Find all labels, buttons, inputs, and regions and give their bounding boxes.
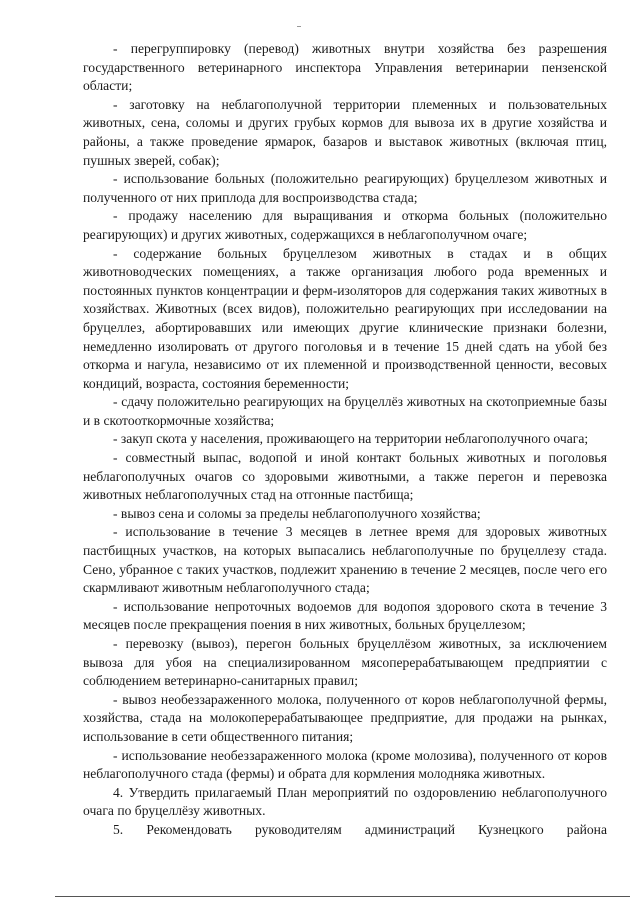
numbered-clause: 4. Утвердить прилагаемый План мероприятий по оздоровлению неблагополучного очага по бруцеллёзу животных.: [83, 784, 607, 819]
document-body: [83, 40, 607, 840]
page-bottom-rule: [55, 896, 630, 897]
list-item: - перегруппировку (перевод) животных внутри хозяйства без разрешения государственного ветеринарного инспектора Управления ветеринарии пензенской области;: [83, 41, 607, 94]
list-item: - вывоз необеззараженного молока, полученного от коров неблагополучной фермы, хозяйства, стада на молокоперерабатывающее предприятие, для продажи на рынках, использование в сети общественного питания;: [83, 691, 607, 744]
list-item: - использование больных (положительно реагирующих) бруцеллезом животных и полученного от них приплода для воспроизводства стада;: [83, 171, 607, 205]
list-item: - перевозку (вывоз), перегон больных бруцеллёзом животных, за исключением вывоза для убоя на специализированном мясоперерабатывающем предприятии с соблюдением ветеринарно-санитарных правил;: [83, 636, 607, 689]
numbered-clause: 5. Рекомендовать руководителям администраций Кузнецкого района: [113, 821, 607, 837]
list-item: - содержание больных бруцеллезом животных в стадах и в общих животноводческих помещениях, а также организация любого рода временных и постоянных пунктов концентрации и ферм-изоляторов для содержания таких животных в хозяйствах. Животных (всех видов), положительно реагирующих при исследовании на бруцеллез, абортировавших или имеющих другие клинические признаки болезни, немедленно изолировать от другого поголовья и в течение 15 дней сдать на убой без откорма и нагула, независимо от их племенной и производственной ценности, весовых кондиций, возраста, состояния беременности;: [83, 245, 607, 391]
list-item: - использование непроточных водоемов для водопоя здорового скота в течение 3 месяцев после прекращения поения в них животных, больных бруцеллезом;: [83, 598, 607, 633]
list-item: - использование необеззараженного молока (кроме молозива), полученного от коров неблагополучного стада (фермы) и обрата для кормления молодняка животных.: [83, 747, 607, 782]
list-item: - закуп скота у населения, проживающего на территории неблагополучного очага;: [113, 431, 589, 447]
list-item: - сдачу положительно реагирующих на бруцеллёз животных на скотоприемные базы и в скотооткормочные хозяйства;: [83, 394, 607, 428]
list-item: - продажу населению для выращивания и откорма больных (положительно реагирующих) и других животных, содержащихся в неблагополучном очаге;: [83, 208, 607, 242]
list-item: - совместный выпас, водопой и иной контакт больных животных и поголовья неблагополучных очагов со здоровыми животными, а также перегон и перевозка животных неблагополучных стад на отгонные пастбища;: [83, 450, 607, 503]
list-item: - заготовку на неблагополучной территории племенных и пользовательных животных, сена, соломы и других грубых кормов для вывоза их в другие хозяйства и районы, а также проведение ярмарок, базаров и выставок животных (включая птиц, пушных зверей, собак);: [83, 96, 607, 168]
list-item: - использование в течение 3 месяцев в летнее время для здоровых животных пастбищных участков, на которых выпасались неблагополучные по бруцеллезу стада. Сено, убранное с таких участков, подлежит хранению в течение 2 месяцев, после чего его скармливают животным неблагополучного стада;: [83, 524, 607, 596]
scan-artifact: [297, 26, 301, 27]
list-item: - вывоз сена и соломы за пределы неблагополучного хозяйства;: [113, 505, 481, 521]
